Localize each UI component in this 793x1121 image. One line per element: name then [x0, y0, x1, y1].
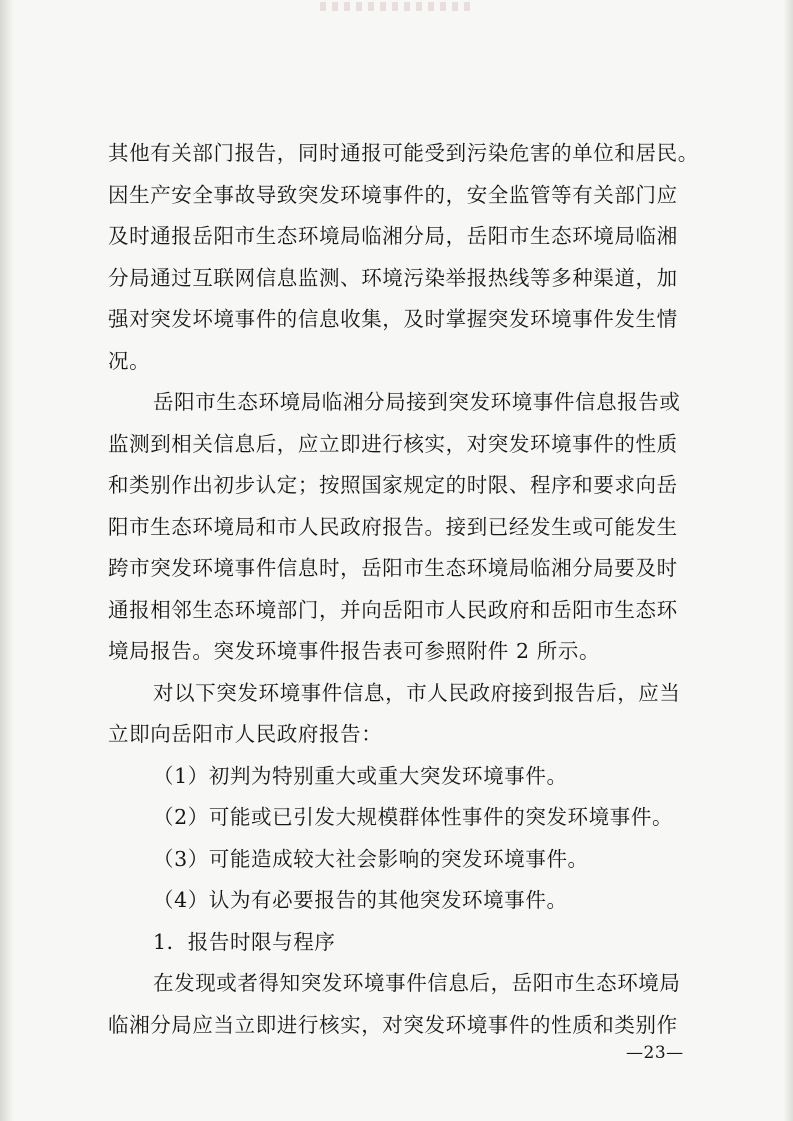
paragraph-start-line: 岳阳市生态环境局临湘分局接到突发环境事件信息报告或 — [153, 390, 681, 414]
bleed-through-mark — [320, 2, 470, 11]
document-body — [108, 133, 718, 1046]
paragraph-start-line: 在发现或者得知突发环境事件信息后，岳阳市生态环境局 — [153, 971, 681, 995]
text-line: 和类别作出初步认定；按照国家规定的时限、程序和要求向岳 — [108, 473, 678, 497]
text-line: 临湘分局应当立即进行核实，对突发环境事件的性质和类别作 — [108, 1012, 678, 1037]
section-heading: 1．报告时限与程序 — [153, 929, 336, 954]
text-line: 强对突发坏境事件的信息收集，及时掌握突发环境事件发生情 — [108, 307, 678, 331]
text-line: 其他有关部门报告，同时通报可能受到污染危害的单位和居民。 — [108, 141, 699, 165]
scan-edge-left — [0, 0, 14, 1121]
text-line: 分局通过互联网信息监测、环境污染举报热线等多种渠道，加 — [108, 265, 678, 290]
paragraph-start-line: 对以下突发环境事件信息，市人民政府接到报告后，应当 — [153, 680, 681, 705]
text-line: 立即向岳阳市人民政府报告： — [108, 722, 383, 746]
list-item-3: （3）可能造成较大社会影响的突发环境事件。 — [153, 846, 589, 871]
list-item-4: （4）认为有必要报告的其他突发环境事件。 — [153, 888, 568, 912]
text-line: 境局报告。突发环境事件报告表可参照附件 2 所示。 — [108, 639, 601, 663]
text-line: 跨市突发环境事件信息时，岳阳市生态环境局临湘分局要及时 — [108, 556, 678, 580]
list-item-1: （1）初判为特别重大或重大突发环境事件。 — [153, 763, 568, 788]
text-line: 况。 — [108, 348, 151, 373]
text-line: 监测到相关信息后，应立即进行核实，对突发环境事件的性质 — [108, 431, 678, 456]
text-line: 因生产安全事故导致突发环境事件的，安全监管等有关部门应 — [108, 182, 678, 207]
text-line: 及时通报岳阳市生态环境局临湘分局，岳阳市生态环境局临湘 — [108, 224, 678, 248]
page-number: —23— — [626, 1043, 684, 1063]
text-line: 通报相邻生态环境部门，并向岳阳市人民政府和岳阳市生态环 — [108, 597, 678, 622]
list-item-2: （2）可能或已引发大规模群体性事件的突发环境事件。 — [153, 805, 674, 829]
scan-edge-right — [783, 0, 793, 1121]
text-line: 阳市生态环境局和市人民政府报告。接到已经发生或可能发生 — [108, 514, 678, 539]
